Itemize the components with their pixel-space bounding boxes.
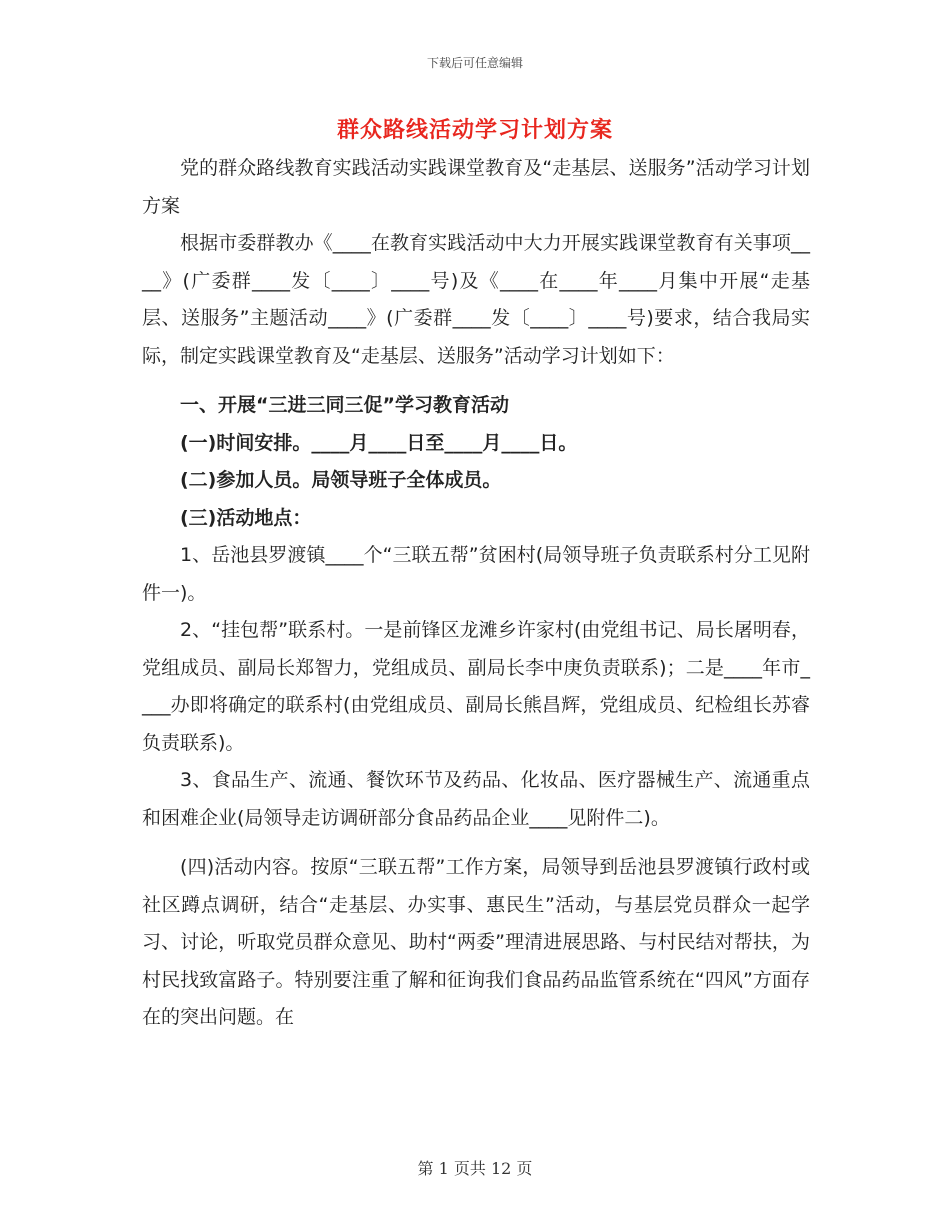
paragraph-intro: 党的群众路线教育实践活动实践课堂教育及“走基层、送服务”活动学习计划方案 bbox=[142, 157, 810, 217]
document-body bbox=[142, 150, 810, 1037]
paragraph-basis: 根据市委群教办《____在教育实践活动中大力开展实践课堂教育有关事项____》(广委群____发〔____〕____号)及《____在____年____月集中开展“走基层、送服务”主题活动____》(广委群____发〔____〕____号)要求，结合我局实际，制定实践课堂教育及“走基层、送服务”活动学习计划如下： bbox=[142, 232, 810, 367]
header-note: 下载后可任意编辑 bbox=[426, 56, 523, 70]
page-footer: 第 1 页共 12 页 bbox=[417, 1159, 533, 1178]
subsection-participants: (二)参加人员。局领导班子全体成员。 bbox=[180, 469, 502, 491]
location-item-1: 1、岳池县罗渡镇____个“三联五帮”贫困村(局领导班子负责联系村分工见附件一)。 bbox=[142, 544, 810, 604]
location-item-2: 2、“挂包帮”联系村。一是前锋区龙滩乡许家村(由党组书记、局长屠明春，党组成员、副局长郑智力，党组成员、副局长李中庚负责联系)；二是____年市____办即将确定的联系村(由党组成员、副局长熊昌辉，党组成员、纪检组长苏睿负责联系)。 bbox=[142, 619, 810, 754]
subsection-time: (一)时间安排。____月____日至____月____日。 bbox=[180, 431, 578, 454]
section-heading-1: 一、开展“三进三同三促”学习教育活动 bbox=[180, 394, 509, 416]
document-title: 群众路线活动学习计划方案 bbox=[336, 118, 613, 143]
subsection-content: (四)活动内容。按原“三联五帮”工作方案，局领导到岳池县罗渡镇行政村或社区蹲点调研，结合“走基层、办实事、惠民生”活动，与基层党员群众一起学习、讨论，听取党员群众意见、助村“两委”理清进展思路、与村民结对帮扶，为村民找致富路子。特别要注重了解和征询我们食品药品监管系统在“四风”方面存在的突出问题。在 bbox=[142, 856, 810, 1028]
subsection-location: (三)活动地点： bbox=[180, 506, 312, 529]
location-item-3: 3、食品生产、流通、餐饮环节及药品、化妆品、医疗器械生产、流通重点和困难企业(局领导走访调研部分食品药品企业____见附件二)。 bbox=[142, 769, 810, 829]
